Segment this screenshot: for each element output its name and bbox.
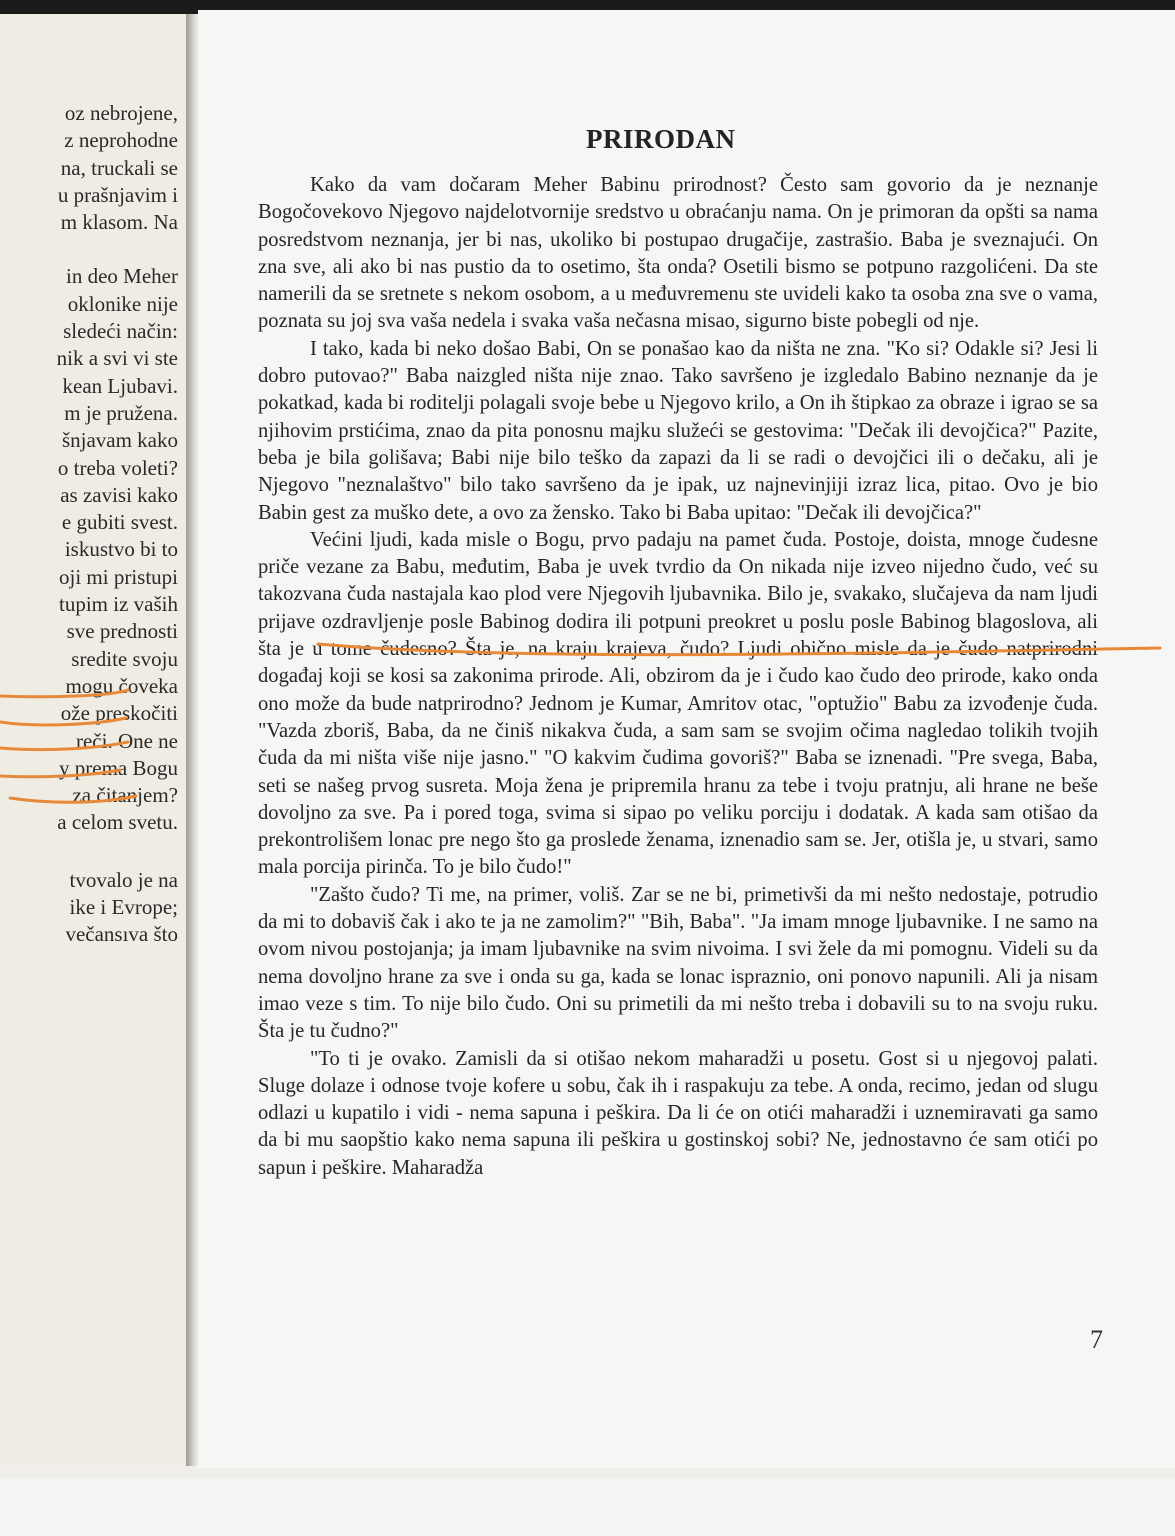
paragraph: I tako, kada bi neko došao Babi, On se ponašao kao da ništa ne zna. "Ko si? Odakle si? Jesi li dobro putovao?" Baba naizgled ništa nije znao. Tako savršeno je izgledalo Babino neznanje da je pokatkad, kada bi roditelji polagali svoje bebe u Njegovo krilo, a On ih štipkao za obraze i igrao se sa njihovim prstićima, znao da pita ponosnu majku služeći se gestovima: "Dečak ili devojčica?" Pazite, beba je bila golišava; Babi nije bilo teško da zapazi da li se radi o devojčici ili o dečaku, ali je Njegovo "neznalaštvo" bilo tako savršeno da je ipak, uz najnevinjiji izraz lica, pitao. Ovo je bio Babin gest za muško dete, a ovo za žensko. Tako bi Baba upitao: "Dečak ili devojčica?": [258, 337, 1098, 524]
paragraph: "Zašto čudo? Ti me, na primer, voliš. Zar se ne bi, primetivši da mi nešto nedostaje, potrudio da mi to dobaviš čak i ako te ja ne zamolim?" "Bih, Baba". "Ja imam mnoge ljubavnike. I ne samo na ovom nivou postojanja; ja imam ljubavnike na svim nivoima. I svi žele da mi pomognu. Videli su da nema dovoljno hrane za sve i onda su ga, kada se lonac ispraznio, oni ponovo napunili. Ali ja nisam imao veze s tim. To nije bilo čudo. Oni su primetili da mi nešto treba i dobavili su to na svoju ruku. Šta je tu čudno?": [258, 883, 1098, 1043]
left-line: oklonike nije: [67, 291, 178, 316]
left-line: sledeći način:: [63, 319, 178, 344]
paragraph: Većini ljudi, kada misle o Bogu, prvo padaju na pamet čuda. Postoje, doista, mnoge čudesne priče vezane za Babu, međutim, Baba je uvek tvrdio da On nikada nije izveo nijedno čudo, već su takozvana čuda nastajala kao plod vere Njegovih ljubavnika. Bilo je, svakako, slučajeva da nam ljudi prijave ozdravljenje posle Babinog dodira ili potpuni preokret u poslu posle Babinog blagoslova, ali šta je u tome čudesno? Šta je, na kraju krajeva, čudo? Ljudi obično misle da je čudo natprirodni događaj koji se kosi sa zakonima prirode. Ali, obzirom da je i čudo kao čudo deo prirode, kako onda ono može da bude natprirodno? Jednom je Kumar, Amritov otac, "optužio" Babu za izvođenje čuda. "Vazda zboriš, Baba, da ne činiš nikakva čuda, a sam sam se svojim očima nagledao tolikih tvojih čuda da mi ništa više nije jasno." "O kakvim čudima govoriš?" Baba se iznenadi. "Pre svega, Baba, seti se našeg prvog susreta. Moja žena je pripremila hranu za tebe i tvoju pratnju, ali hrane ne beše dovoljno za sve. Pa i pored toga, svima si sipao po veliku porciju i dodatak. A kada sam otišao da prekontrolišem lonac pre nego što ga proslede ženama, iznenadio sam se. Jer, otišla je, u stvari, samo mala porcija pirinča. To je bilo čudo!": [258, 528, 1098, 879]
left-page: [0, 14, 191, 1466]
left-line: tvovalo je na: [69, 867, 178, 892]
left-line: nik a svi vi ste: [56, 346, 178, 371]
left-line: na, truckali se: [60, 155, 178, 180]
chapter-title: PRIRODAN: [586, 124, 736, 154]
body-text: [258, 172, 1098, 1182]
left-line: m je pružena.: [64, 400, 178, 425]
left-line: reči. One ne: [75, 728, 178, 753]
left-line: za čitanjem?: [72, 783, 178, 808]
paragraph: Kako da vam dočaram Meher Babinu prirodnost? Često sam govorio da je neznanje Bogočovekovo Njegovo najdelotvornije sredstvo u obraćanju nama. On je primoran da opšti sa nama posredstvom neznanja, jer bi nas, ukoliko bi postupao drugačije, zastrašio. Baba je sveznajući. On zna sve, ali ako bi nas pustio da to osetimo, šta onda? Osetili bismo se potpuno razgolićeni. Da ste namerili da se sretnete s nekom osobom, a u međuvremenu ste uvideli kako ta osoba zna sve o vama, poznata su joj sva vaša nedela i svaka vaša nečasna misao, sigurno biste pobegli od nje.: [258, 174, 1098, 333]
left-line: a celom svetu.: [57, 810, 178, 835]
paragraph: "To ti je ovako. Zamisli da si otišao nekom maharadži u posetu. Gost si u njegovoj palati. Sluge dolaze i odnose tvoje kofere u sobu, čak ih i raspakuju za tebe. A onda, recimo, jedan od slugu odlazi u kupatilo i vidi - nema sapuna i peškira. Da li će on otići maharadži i uznemiravati ga samo da bi mu saopštio kako nema sapuna ili peškira u gostinskoj sobi? Ne, jednostavno će sam otići po sapun i peškire. Maharadža: [258, 1047, 1098, 1179]
left-line: sredite svoju: [71, 646, 178, 671]
left-line: in deo Meher: [66, 264, 178, 289]
left-line: sve prednosti: [66, 619, 178, 644]
left-line: y prema Bogu: [59, 755, 178, 780]
left-line: oji mi pristupi: [58, 564, 178, 589]
left-line: as zavisi kako: [60, 482, 178, 507]
left-line: z neprohodne: [64, 128, 178, 153]
left-line: ože preskočiti: [60, 701, 178, 726]
scan-bottom-margin: [0, 1478, 1175, 1536]
left-line: ike i Evrope;: [69, 895, 178, 920]
left-line: šnjavam kako: [61, 428, 178, 453]
left-line: kean Ljubavi.: [62, 373, 178, 398]
right-page: [198, 10, 1175, 1468]
left-line: e gubiti svest.: [61, 510, 178, 535]
left-line: večansıva što: [65, 922, 178, 947]
page-number: 7: [1090, 1325, 1103, 1354]
left-line: mogu čoveka: [65, 673, 178, 698]
left-line: o treba voleti?: [57, 455, 178, 480]
left-line: u prašnjavim i: [57, 182, 178, 207]
left-line: tupim iz vaših: [59, 592, 178, 617]
left-page-text: [0, 100, 182, 949]
left-line: iskustvo bi to: [64, 537, 178, 562]
left-line: oz nebrojene,: [64, 101, 178, 125]
left-line: m klasom. Na: [60, 210, 178, 235]
